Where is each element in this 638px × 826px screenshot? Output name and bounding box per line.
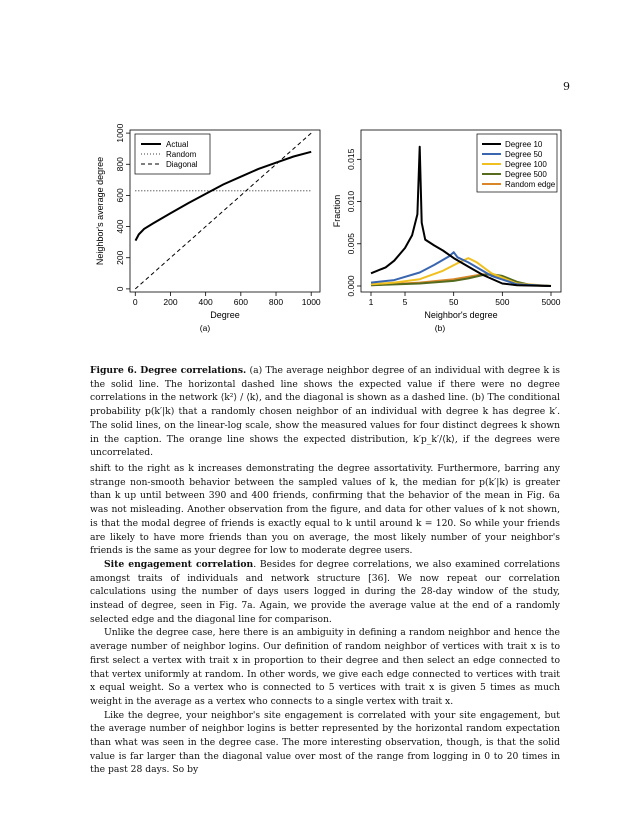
body-text — [90, 462, 560, 777]
chart-a-ytick-label: 1000 — [115, 123, 125, 143]
caption-title: Degree correlations. — [140, 365, 247, 376]
page-number: 9 — [563, 80, 570, 93]
chart-b-ytick-label: 0.015 — [346, 148, 356, 170]
chart-a-xlabel: Degree — [210, 310, 240, 320]
chart-b-xtick-label: 5 — [402, 297, 408, 307]
chart-b-xtick-label: 5000 — [541, 297, 561, 307]
caption-label: Figure 6. — [90, 365, 137, 376]
paragraph-1: shift to the right as k increases demonstrating the degree assortativity. Furthermore, barring any strange non-smooth behavior between the sampled values of k, the median for p(k′|k) is greater than k up until between 390 and 400 friends, confirming that the behavior of the mean in Fig. 6a was not misleading. Another observation from the figure, and data for other values of k not shown, is that the modal degree of friends is exactly equal to k until around k = 120. So while your friends are likely to have more friends than you on average, the most likely number of your neighbor's friends is the same as your degree for low to moderate degree users. — [90, 463, 560, 557]
paragraph-2-title: Site engagement correlation — [104, 558, 254, 570]
chart-b-ytick-label: 0.005 — [346, 233, 356, 255]
chart-a-ytick-label: 800 — [115, 157, 125, 172]
figure-6 — [0, 120, 638, 352]
legend-b-label: Degree 100 — [505, 160, 547, 169]
chart-a-xtick-label: 600 — [233, 297, 248, 307]
chart-a-ytick-label: 200 — [115, 250, 125, 265]
legend-b-label: Degree 500 — [505, 170, 547, 179]
chart-a-xtick-label: 200 — [163, 297, 178, 307]
chart-a-xtick-label: 400 — [198, 297, 213, 307]
chart-b-xlabel: Neighbor's degree — [424, 310, 498, 320]
chart-a-xtick-label: 0 — [132, 297, 138, 307]
paragraph-2-text: . Besides for degree correlations, we also examined correlations amongst traits of individuals and network structure [36]. We now repeat our correlation calculations using the number of days users logged in during the 28-day window of the study, instead of degree, seen in Fig. 7a. Again, we provide the average value at the end of a randomly selected edge and the diagonal line for comparison. — [90, 558, 560, 625]
chart-b-xtick-label: 1 — [368, 297, 374, 307]
figure-caption — [90, 364, 560, 460]
legend-b-label: Random edge — [505, 180, 556, 189]
chart-b-ylabel: Fraction — [332, 194, 342, 228]
chart-a-ytick-label: 600 — [115, 188, 125, 203]
subfigure-b-label: (b) — [434, 323, 446, 333]
legend-a-random: Random — [166, 150, 197, 159]
legend-a-diagonal: Diagonal — [166, 160, 198, 169]
legend-b-label: Degree 10 — [505, 140, 543, 149]
legend-b-label: Degree 50 — [505, 150, 543, 159]
chart-b-ytick-label: 0.010 — [346, 190, 356, 213]
chart-b-ytick-label: 0.000 — [346, 275, 356, 297]
paragraph-3: Unlike the degree case, here there is an ambiguity in defining a random neighbor and hence the average number of neighbor logins. Our definition of random neighbor of vertices with trait x is to first select a vertex with trait x in proportion to their degree and then select an edge connected to that vertex uniformly at random. In other words, we give each edge connected to vertices with trait x equal weight. So a vertex who is connected to 5 vertices with trait x is given 5 times as much weight in the average as a vertex who connects to a single vertex with trait x. — [90, 627, 560, 707]
legend-a-actual: Actual — [166, 140, 189, 149]
chart-b-xtick-label: 500 — [495, 297, 510, 307]
paragraph-2 — [90, 558, 560, 627]
chart-a — [95, 123, 321, 320]
chart-b — [332, 130, 561, 320]
chart-a-ylabel: Neighbor's average degree — [95, 156, 105, 266]
subfigure-a-label: (a) — [199, 323, 211, 333]
chart-a-ytick-label: 400 — [115, 219, 125, 234]
chart-b-xtick-label: 50 — [448, 297, 459, 307]
paragraph-4: Like the degree, your neighbor's site engagement is correlated with your site engagement, but the average number of neighbor logins is better represented by the horizontal random expectation than what was seen in the degree case. The more interesting observation, though, is that the solid value is far larger than the diagonal value over most of the range from logging in 0 to 20 times in the past 28 days. So by — [90, 709, 560, 776]
chart-a-ytick-label: 0 — [115, 286, 125, 292]
chart-a-xtick-label: 1000 — [301, 297, 321, 307]
caption-text: (a) The average neighbor degree of an individual with degree k is the solid line. The horizontal dashed line shows the expected value if there were no degree correlations in the network ⟨k²⟩ / ⟨k⟩, and the diagonal is shown as a dashed line. (b) The conditional probability p(k′|k) that a randomly chosen neighbor of an individual with degree k has degree k′. The solid lines, on the linear-log scale, show the measured values for four distinct degrees k shown in the caption. The orange line shows the expected distribution, k′p_k′/⟨k⟩, if the degrees were uncorrelated. — [90, 365, 560, 459]
chart-a-xtick-label: 800 — [268, 297, 284, 307]
